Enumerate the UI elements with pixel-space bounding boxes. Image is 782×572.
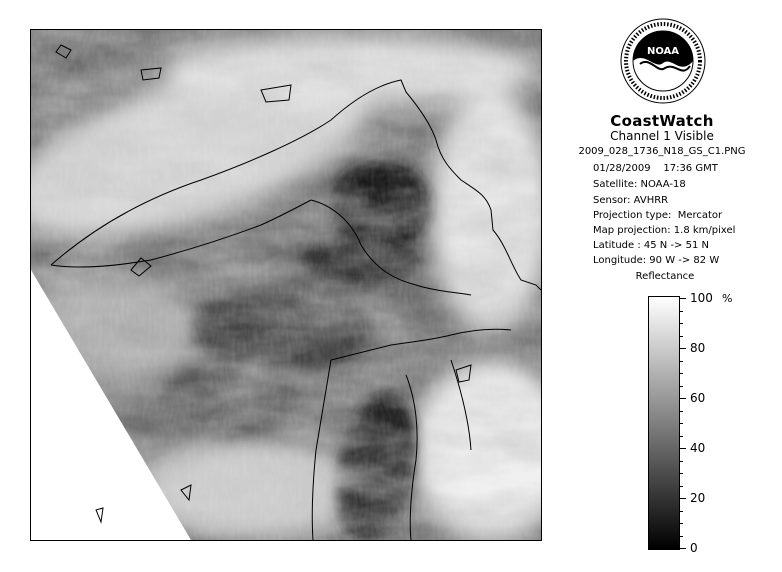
latitude-label: Latitude : 45 N -> 51 N [593, 240, 709, 251]
app-title: CoastWatch [610, 112, 714, 130]
colorbar-tick-label: 100 [690, 291, 713, 305]
colorbar-major-tick [680, 298, 686, 299]
colorbar-minor-tick [680, 361, 683, 362]
colorbar-tick-label: 80 [690, 341, 706, 355]
colorbar-major-tick [680, 448, 686, 449]
colorbar-major-tick [680, 398, 686, 399]
satellite-image-map[interactable] [30, 29, 542, 541]
channel-label: Channel 1 Visible [610, 129, 714, 143]
noaa-logo [620, 18, 706, 104]
colorbar-minor-tick [680, 373, 683, 374]
colorbar-minor-tick [680, 486, 683, 487]
colorbar-minor-tick [680, 473, 683, 474]
satellite-image [31, 30, 541, 540]
colorbar-major-tick [680, 498, 686, 499]
colorbar-minor-tick [680, 411, 683, 412]
colorbar-tick-label: 0 [690, 541, 698, 555]
longitude-label: Longitude: 90 W -> 82 W [593, 255, 720, 266]
projection-label: Projection type: Mercator [593, 210, 723, 221]
colorbar-title: Reflectance [635, 271, 695, 282]
datetime-label: 01/28/2009 17:36 GMT [593, 163, 718, 174]
filename-label: 2009_028_1736_N18_GS_C1.PNG [578, 146, 746, 157]
colorbar-minor-tick [680, 461, 683, 462]
colorbar-minor-tick [680, 511, 683, 512]
colorbar-minor-tick [680, 323, 683, 324]
colorbar-major-tick [680, 548, 686, 549]
colorbar-tick-label: 20 [690, 491, 706, 505]
map-projection-label: Map projection: 1.8 km/pixel [593, 225, 736, 236]
colorbar-tick-label: 60 [690, 391, 706, 405]
colorbar-minor-tick [680, 436, 683, 437]
satellite-label: Satellite: NOAA-18 [593, 179, 686, 190]
colorbar-minor-tick [680, 523, 683, 524]
sensor-label: Sensor: AVHRR [593, 195, 669, 206]
colorbar-minor-tick [680, 386, 683, 387]
colorbar-minor-tick [680, 423, 683, 424]
colorbar-minor-tick [680, 336, 683, 337]
colorbar-major-tick [680, 348, 686, 349]
colorbar-minor-tick [680, 536, 683, 537]
noaa-seal-icon [620, 18, 706, 104]
colorbar-unit: % [722, 292, 733, 305]
colorbar-tick-label: 40 [690, 441, 706, 455]
colorbar-minor-tick [680, 311, 683, 312]
reflectance-colorbar [648, 296, 680, 550]
logo-text: NOAA [646, 46, 680, 57]
